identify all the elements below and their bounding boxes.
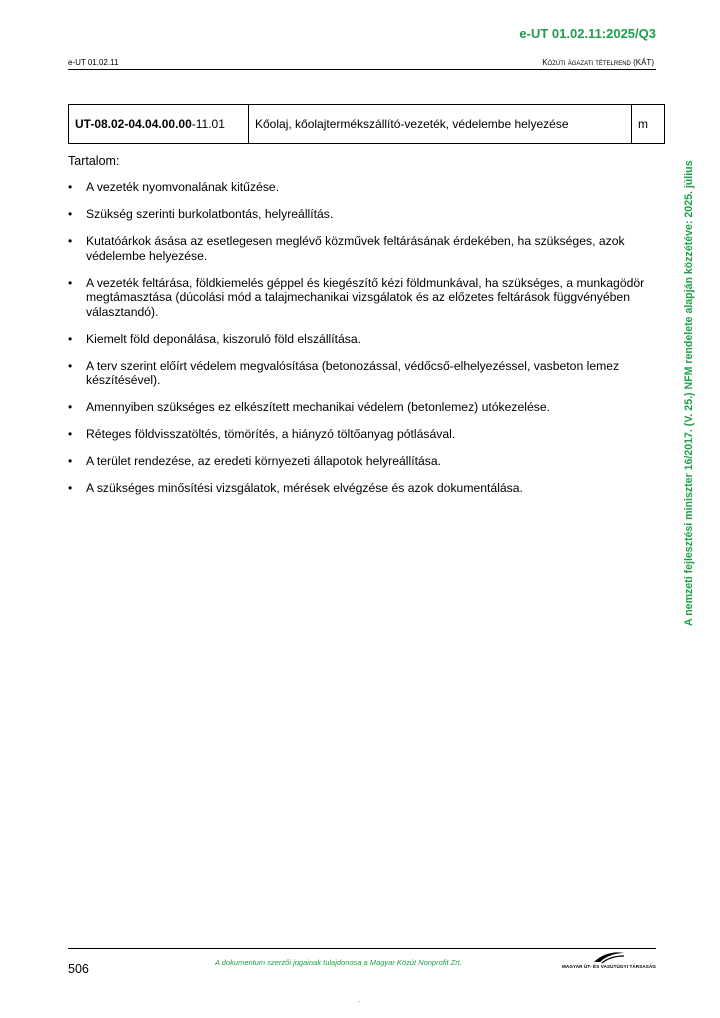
item-unit: m xyxy=(632,105,665,144)
list-item: • Kutatóárkok ásása az esetlegesen meglévő közművek feltárásának érdekében, ha szükséges, azok védelembe helyezése. xyxy=(68,234,653,263)
content-label: Tartalom: xyxy=(68,154,120,168)
copyright-notice: A dokumentum szerzői jogainak tulajdonosa a Magyar Közút Nonprofit Zrt. xyxy=(215,958,462,967)
header-right-title: Közúti ágazati tételrend (KÁT) xyxy=(542,58,654,67)
list-item: • A vezeték nyomvonalának kitűzése. xyxy=(68,180,653,195)
list-item: • Amennyiben szükséges ez elkészített mechanikai védelem (betonlemez) utókezelése. xyxy=(68,400,653,415)
logo-swoosh-icon xyxy=(592,950,626,964)
logo-text: MAGYAR ÚT- ÉS VASÚTÜGYI TÁRSASÁG xyxy=(562,964,657,969)
content-list xyxy=(68,180,653,508)
company-logo xyxy=(562,950,657,974)
list-item: • Kiemelt föld deponálása, kiszoruló föld elszállítása. xyxy=(68,332,653,347)
footer-divider xyxy=(68,948,656,949)
item-code-cell xyxy=(69,105,249,144)
list-item: • A vezeték feltárása, földkiemelés géppel és kiegészítő kézi földmunkával, ha szükséges, a munkagödör megtámasztása (dúcolási mód a talajmechanikai vizsgálatok és az előzetes feltárások függvényében választandó). xyxy=(68,276,653,320)
item-code-bold: UT-08.02-04.04.00.00 xyxy=(75,117,192,131)
stray-mark: . xyxy=(358,994,361,1004)
document-id: e-UT 01.02.11:2025/Q3 xyxy=(519,26,656,41)
list-item: • Szükség szerinti burkolatbontás, helyreállítás. xyxy=(68,207,653,222)
list-item: • A szükséges minősítési vizsgálatok, mérések elvégzése és azok dokumentálása. xyxy=(68,481,653,496)
page-number: 506 xyxy=(68,962,89,976)
header-left-id: e-UT 01.02.11 xyxy=(68,58,119,67)
header-divider xyxy=(68,69,656,70)
list-item: • A terület rendezése, az eredeti környezeti állapotok helyreállítása. xyxy=(68,454,653,469)
list-item: • Réteges földvisszatöltés, tömörítés, a hiányzó töltőanyag pótlásával. xyxy=(68,427,653,442)
item-row xyxy=(69,105,665,144)
publication-side-note: A nemzeti fejlesztési miniszter 16/2017. (V. 25.) NFM rendelete alapján közzétéve: 2025. július xyxy=(683,160,695,626)
list-item: • A terv szerint előírt védelem megvalósítása (betonozással, védőcső-elhelyezéssel, vasbeton lemez készítésével). xyxy=(68,359,653,388)
item-table xyxy=(68,104,665,144)
item-code-suffix: -11.01 xyxy=(191,117,225,131)
item-description: Kőolaj, kőolajtermékszállító-vezeték, védelembe helyezése xyxy=(249,105,632,144)
